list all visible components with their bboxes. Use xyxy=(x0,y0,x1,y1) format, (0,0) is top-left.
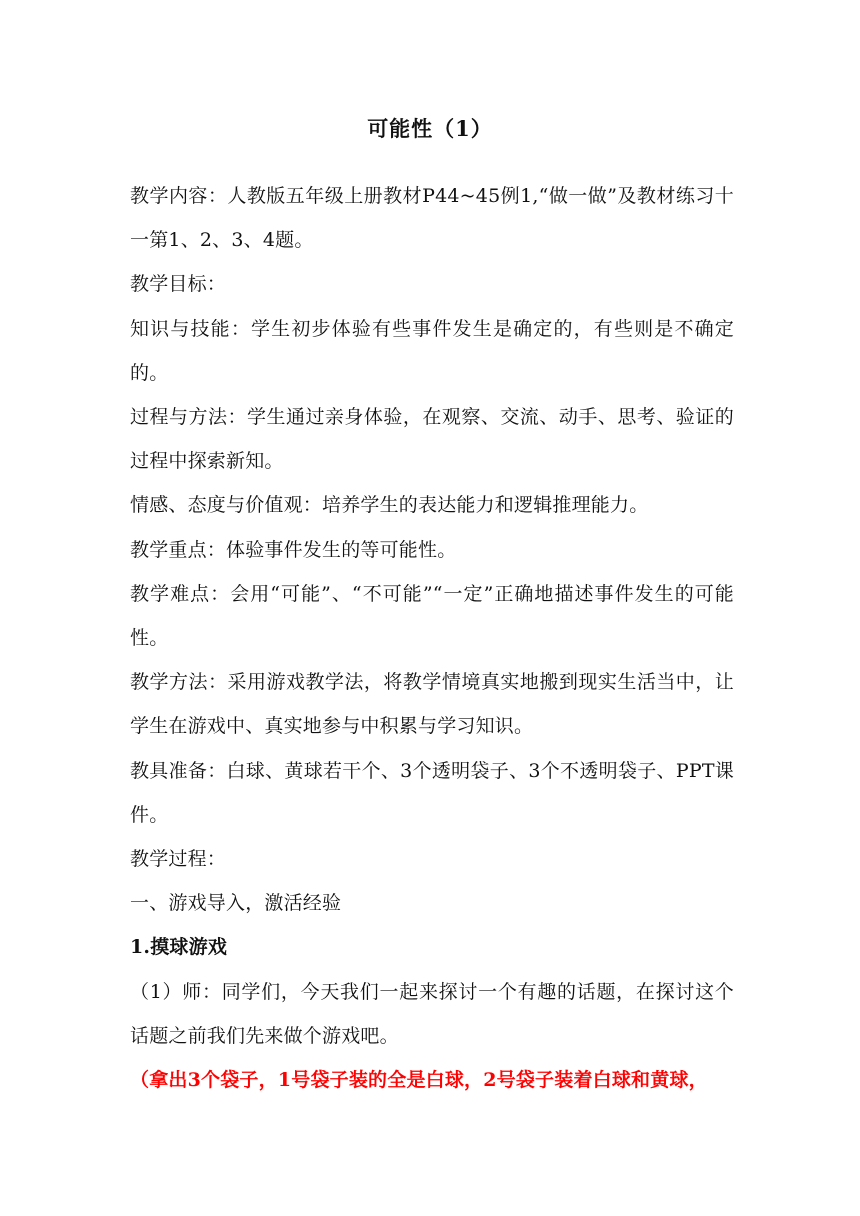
paragraph-teaching-process-heading: 教学过程： xyxy=(130,848,227,871)
section-heading-game-intro: 一、游戏导入，激活经验 xyxy=(130,892,342,915)
paragraph-teaching-content: 教学内容：人教版五年级上册教材P44~45例1,“做一做”及教材练习十一第1、2、3、4题。 xyxy=(130,185,734,252)
document-body xyxy=(130,174,734,1102)
paragraph-key-point: 教学重点：体验事件发生的等可能性。 xyxy=(130,538,457,561)
subsection-heading-ball-game: 1.摸球游戏 xyxy=(130,936,228,959)
paragraph-red-instruction: （拿出3个袋子，1号袋子装的全是白球，2号袋子装着白球和黄球， xyxy=(130,1069,708,1092)
paragraph-emotion-values: 情感、态度与价值观：培养学生的表达能力和逻辑推理能力。 xyxy=(130,494,649,517)
paragraph-teaching-goals-heading: 教学目标： xyxy=(130,273,227,296)
paragraph-difficult-point: 教学难点：会用“可能”、“不可能”“一定”正确地描述事件发生的可能性。 xyxy=(130,582,734,650)
paragraph-teaching-method: 教学方法：采用游戏教学法，将教学情境真实地搬到现实生活当中，让学生在游戏中、真实地参与中积累与学习知识。 xyxy=(130,671,734,738)
paragraph-teaching-aids: 教具准备：白球、黄球若干个、3个透明袋子、3个不透明袋子、PPT课件。 xyxy=(130,759,734,826)
paragraph-process-methods: 过程与方法：学生通过亲身体验，在观察、交流、动手、思考、验证的过程中探索新知。 xyxy=(130,406,734,473)
paragraph-knowledge-skills: 知识与技能：学生初步体验有些事件发生是确定的，有些则是不确定的。 xyxy=(130,317,734,384)
paragraph-teacher-speech: （1）师：同学们，今天我们一起来探讨一个有趣的话题，在探讨这个话题之前我们先来做个游戏吧。 xyxy=(130,980,734,1047)
page-title: 可能性（1） xyxy=(367,116,493,141)
